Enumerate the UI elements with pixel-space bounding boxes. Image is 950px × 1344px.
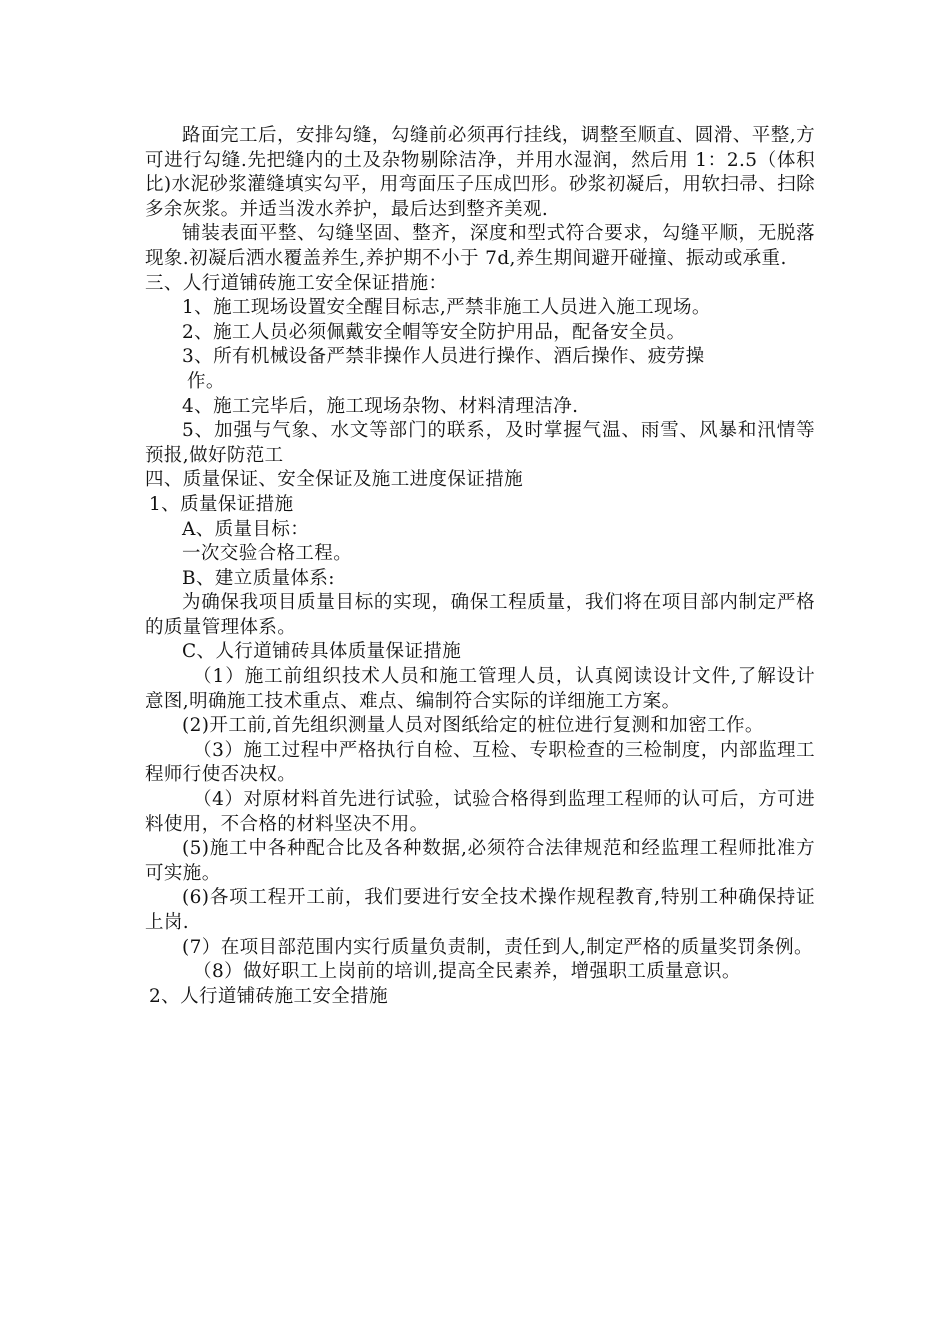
measure-6: (6)各项工程开工前，我们要进行安全技术操作规程教育,特别工种确保持证上岗. bbox=[145, 887, 815, 933]
measure-7: (7）在项目部范围内实行质量负责制，责任到人,制定严格的质量奖罚条例。 bbox=[182, 936, 813, 958]
quality-goal-text: 一次交验合格工程。 bbox=[182, 543, 353, 565]
measure-3: （3）施工过程中严格执行自检、互检、专职检查的三检制度，内部监理工程师行使否决权。 bbox=[145, 739, 815, 786]
paragraph-paving-quality: 铺装表面平整、勾缝坚固、整齐，深度和型式符合要求，勾缝平顺，无脱落现象.初凝后洒水覆盖养生,养护期不小于 7d,养生期间避开碰撞、振动或承重. bbox=[145, 223, 815, 269]
measure-1: （1）施工前组织技术人员和施工管理人员，认真阅读设计文件,了解设计意图,明确施工技术重点、难点、编制符合实际的详细施工方案。 bbox=[145, 666, 815, 712]
subheading-quality-goal: A、质量目标： bbox=[182, 518, 310, 540]
measure-2: (2)开工前,首先组织测量人员对图纸给定的桩位进行复测和加密工作。 bbox=[182, 715, 764, 737]
heading-safety-measures: 2、人行道铺砖施工安全措施 bbox=[149, 985, 388, 1007]
paragraph-pointing-process: 路面完工后，安排勾缝，勾缝前必须再行挂线，调整至顺直、圆滑、平整,方可进行勾缝.先把缝内的土及杂物剔除洁净，并用水湿润，然后用 1：2.5（体积比)水泥砂浆灌缝填实勾平，用弯面压子压成凹形。砂浆初凝后，用软扫帚、扫除多余灰浆。并适当泼水养护，最后达到整齐美观. bbox=[145, 125, 815, 220]
subheading-specific-measures: C、人行道铺砖具体质量保证措施 bbox=[182, 641, 462, 663]
safety-item-3: 3、所有机械设备严禁非操作人员进行操作、酒后操作、疲劳操 bbox=[182, 346, 705, 368]
measure-4: （4）对原材料首先进行试验，试验合格得到监理工程师的认可后，方可进料使用，不合格的材料坚决不用。 bbox=[145, 789, 815, 835]
quality-system-text: 为确保我项目质量目标的实现，确保工程质量，我们将在项目部内制定严格的质量管理体系。 bbox=[145, 592, 815, 638]
document-page bbox=[145, 124, 815, 1009]
safety-item-5: 5、加强与气象、水文等部门的联系，及时掌握气温、雨雪、风暴和汛情等预报,做好防范工 bbox=[145, 420, 815, 466]
heading-section-4: 四、质量保证、安全保证及施工进度保证措施 bbox=[145, 469, 524, 491]
safety-item-4: 4、施工完毕后，施工现场杂物、材料清理洁净. bbox=[182, 395, 579, 417]
subheading-quality-system: B、建立质量体系: bbox=[182, 567, 335, 589]
safety-item-2: 2、施工人员必须佩戴安全帽等安全防护用品，配备安全员。 bbox=[182, 321, 686, 343]
heading-quality-measures: 1、质量保证措施 bbox=[149, 493, 294, 515]
safety-item-3-continued: 作。 bbox=[187, 370, 225, 392]
measure-5: (5)施工中各种配合比及各种数据,必须符合法律规范和经监理工程师批准方可实施。 bbox=[145, 838, 815, 884]
safety-item-1: 1、施工现场设置安全醒目标志,严禁非施工人员进入施工现场。 bbox=[182, 297, 711, 319]
heading-section-3: 三、人行道铺砖施工安全保证措施： bbox=[145, 272, 448, 294]
measure-8: （8）做好职工上岗前的培训,提高全民素养，增强职工质量意识。 bbox=[193, 961, 741, 983]
